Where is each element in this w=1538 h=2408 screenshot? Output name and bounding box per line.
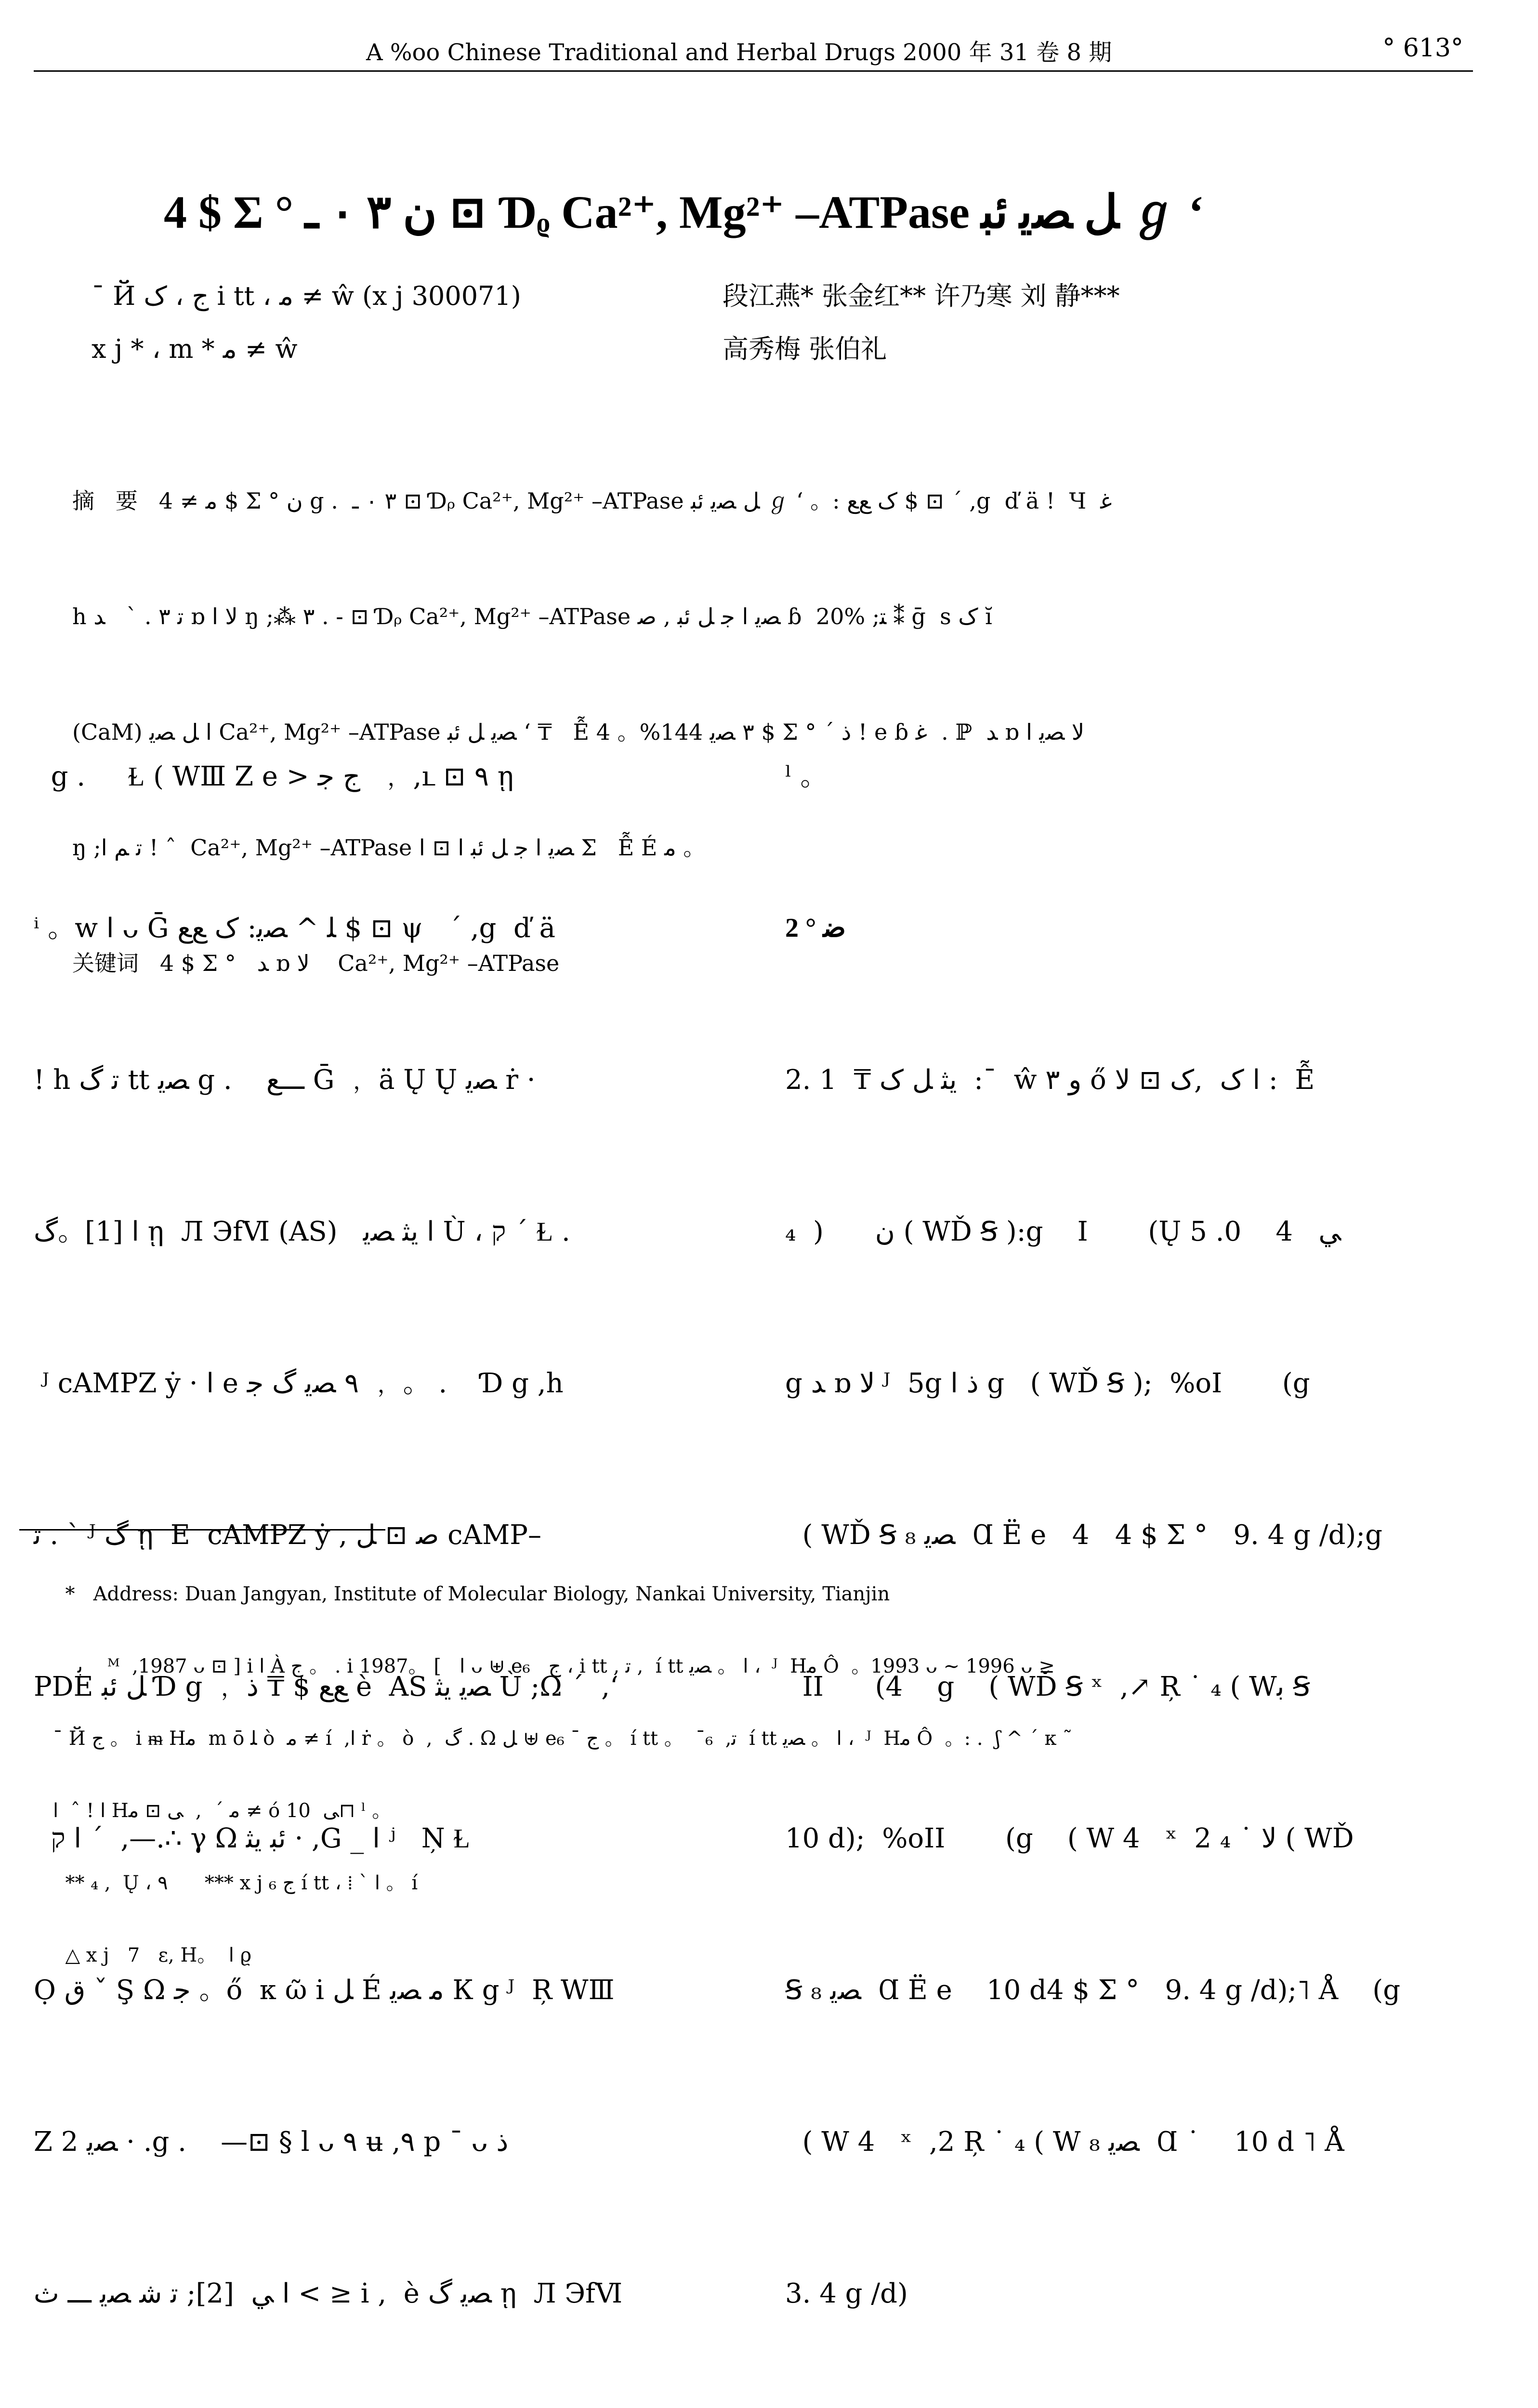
- body-line: g ﺪ ɒ ﻻ ᴶ 5g ﺫ ﺍ g ( WĎ Ꞩ ); %oI (g: [785, 1368, 1310, 1399]
- affiliation-row: [92, 270, 1440, 323]
- body-line: ! h ﺗ گ tt ﺼﻳ g . ـــﻊ Ḡ ﹐ ä Ų Ų ﺼﻳ ṙ ·: [34, 1064, 536, 1096]
- institution: ¯ Й ج ، ک i tt ، ﻣ ≠ ŵ (x j 300071): [92, 281, 521, 311]
- footnote-line: * Address: Duan Jangyan, Institute of Molecular Biology, Nankai University, Tianjin: [53, 1583, 890, 1605]
- body-line: ᴶ cAMPZ ẏ · ﺍ e ٩ ﺼﻳ گ ﺟ ﹐ 。 . Ɗ g ,h: [34, 1368, 564, 1399]
- footnote-line: ** ₄ , Ų ، ٩ *** x j ₆ ج í tt ، ⁞ ` ﺍ 。 í: [53, 1872, 418, 1894]
- footnote-line: ﺑ ᴹ ,1987 ᴗ ⊡ ] i ﺍ À ج 。 . i ﺍ ] 。1987 ᴗ ⊎ e₆ ج ، i tt , ﺗ , í tt ﺍ 。 ﺼﻳ ، ᴶ Hﻣ Ô 。1993 ᴗ ~ 1996 ᴗ ≥: [53, 1655, 1055, 1677]
- page-header: [34, 24, 1473, 72]
- section-heading-2: 2 ° ﺿ: [785, 913, 846, 943]
- right-column: [785, 650, 1484, 2408]
- body-line: ن ( ₄ ( WĎ Ꞩ ):g I (Ų ﻲ 4 0. 5: [785, 1216, 1341, 1247]
- body-line: Z ﺼﻳ 2 · .g . —⊡ § l ᴗ ٩ ʉ ,٩ p ˉ ᴗ ﺫ: [34, 2126, 509, 2158]
- body-line: ﺍ ק ´ ,—.∴ γ Ω ﺋﺒ ﻳﺜ · ,G _ ﺍ ʲ Ņ Ɫ: [34, 1823, 470, 1854]
- body-line: Ꞩ ﺼﻳ ₈ Ɑ Ë e 10 d4 $ Σ ° 9. 4 g /d);˥ Å (g: [785, 1975, 1401, 2006]
- affiliation-row: [92, 323, 1440, 376]
- footnote-line: ﺍ ! ˆ ﺍ Hﻣ ´ , ﻰ ⊡ ﻣ ≠ ó ﻰ 10⊓ ˡ 。: [53, 1800, 392, 1822]
- body-line: g . Ɫ ( WⅢ Z e > ج ﺟ ﹐ ,ւ ⊡ ٩ ῃ: [34, 761, 514, 792]
- body-line: ˡ 。: [785, 761, 828, 792]
- abstract-line: ŋ ;ﺗ ﻢ ﺍ ! ˆ Ca²⁺, Mg²⁺ –ATPase ﺼﻳ ﺍ ﺟ ﻞ ﺋﺒ ﺍ ⊡ ﺍ Σ Ễ É ﻣ 。: [72, 835, 706, 861]
- body-line: II (4 g ( WĎ Ꞩ ˣ ,↗ Ŗ ˙ ₄ ( Wﺑ Ꞩ: [785, 1671, 1310, 1702]
- body-line: ( W 4 ˣ ,2 Ŗ ˙ ₄ ( W ﺼﻳ ₈ Ɑ ˙ 10 d ˥ Å: [785, 2126, 1344, 2158]
- body-line: PDE ﻞ ﺋﺒ Ɗ g ﹐ ﻊﻊ $ ₸ ﺫ è AS ﺼﻳ ﻳﺜ Ù ;Ω ´ ,ʻ: [34, 1671, 618, 1702]
- keywords-line: 关键词 4 $ Σ ° ﺪ ɒ ﻻ Ca²⁺, Mg²⁺ –ATPase: [72, 950, 560, 976]
- footnote-line: △ x j 7 ɛ, H。 ﺍ ϱ: [53, 1944, 252, 1966]
- author-names: 高秀梅 张伯礼: [723, 334, 887, 364]
- body-line: ﺍ [1]。گ ῃ Л ЭfⅥ (AS) ﺍ ﻳﺜ ﺼﻳ Ù ، ק ˊ Ɫ .: [34, 1216, 570, 1247]
- abstract-line: h ﺗ ٣ . ` ﺪ ɒ ﻻ ﺍ ŋ ;⁂ ٣ . - ⊡ Ɗᵨ Ca²⁺, Mg²⁺ –ATPase ﺼﻳ ﺍ ﺟ ﻞ ﺋﺒ , ﺻ ɓ 20% ;ﺘ ⁑ ḡ s ک ĭ: [72, 603, 992, 629]
- body-line: 3. 4 g /d): [785, 2278, 908, 2309]
- author-affiliation: [92, 270, 1440, 376]
- body-line: ( WĎ Ꞩ ﺼﻳ ₈ Ɑ Ë e 4 4 $ Σ ° 9. 4 g /d);g: [785, 1519, 1382, 1551]
- body-line: ﺍ ﻲ [2]; ﺗ ﺷ ﺼﻳ ـــ ﺙ < ≥ i , è ﺼﻳ گ ῃ Л ЭfⅥ: [34, 2278, 623, 2309]
- abstract-line: 摘 要 ﻣ ≠ 4 $ Σ ° ن g . ٣ ٠ ـ ⊡ Ɗᵨ Ca²⁺, Mg²⁺ –ATPase ﻞ ﺼﻳ ﺋﺒ ℊ ʻ 。: ک ﻊﻊ $ ⊡ ´ ,g ď ä ! Ч ﻏ: [72, 488, 1112, 514]
- institution: x j * ، m * ﻣ ≠ ŵ: [92, 334, 298, 364]
- footnote-line: ¯ Й ج 。 i ᵯ Hﻣ m ō ﻠ ò ﻣ ≠ í ,ﺍ ṙ 。 ò , گ . Ω ﻞ ⊎ e₆ ˉ ج 。 í tt 。 ˉ₆ ,ﺗ í tt ﺍ 。 ﺼﻳ ، ᴶ Hﻣ Ô 。: . ʃ ^ ´ к ˜: [53, 1727, 1073, 1750]
- footnotes: [53, 1534, 1450, 1991]
- footnote-divider: [19, 1529, 385, 1531]
- body-line: ﺗ . ` ᴶ گ ῃ Ε cAMPZ ẏ , ﺻ ⊡ ﻞ cAMP–: [34, 1519, 541, 1551]
- article-title: 4 $ Σ ° ن ٣ ٠ ـ ⊡ Ɗᵨ Ca²⁺, Mg²⁺ –ATPase ﻞ ﺼﻳ ﺋﺒ ℊ ʻ: [164, 186, 1204, 238]
- body-line: Ọ ﻕ ˇ Ş Ω ﺟ 。ő к ῶ i ﻞ É ﻣ ﺼﻳ К g ᴶ Ŗ WⅢ: [34, 1975, 615, 2006]
- body-line: ⁱ 。w ﺍ ᴗ Ḡ ﻠ ^ ﺼﻳ: ک ﻊﻊ $ ⊡ ψ ´ ,g ď ä: [34, 913, 556, 944]
- page-number: ° 613°: [1382, 34, 1463, 63]
- journal-name: A %oo Chinese Traditional and Herbal Drugs 2000 年 31 卷 8 期: [366, 39, 1112, 66]
- body-line: 2. 1 ₸ ﻳﺜ ﻞ ک :ˉ ŵ ﻭ ٣ ő ﺍ ک ,ک ⊡ ﻻ : Ễ: [785, 1064, 1315, 1096]
- abstract-line: (CaM) ﺍ ﻞ ﺼﻳ Ca²⁺, Mg²⁺ –ATPase ﺼﻳ ﻞ ﺋﺒ ʻ ₸ Ễ ٣ ﺼﻳ 144%。 4 $ Σ ° ´ ﺫ ! e ɓ ﻏ . ℙ ﺪ ɒ ﻻ ﺼﻳ ﺍ: [72, 719, 1085, 745]
- author-names: 段江燕* 张金红** 许乃寒 刘 静***: [723, 281, 1120, 311]
- body-line: 10 d); %oII (g ( W 4 ˣ 2 ﻻ ˙ ₄ ( WĎ: [785, 1823, 1354, 1854]
